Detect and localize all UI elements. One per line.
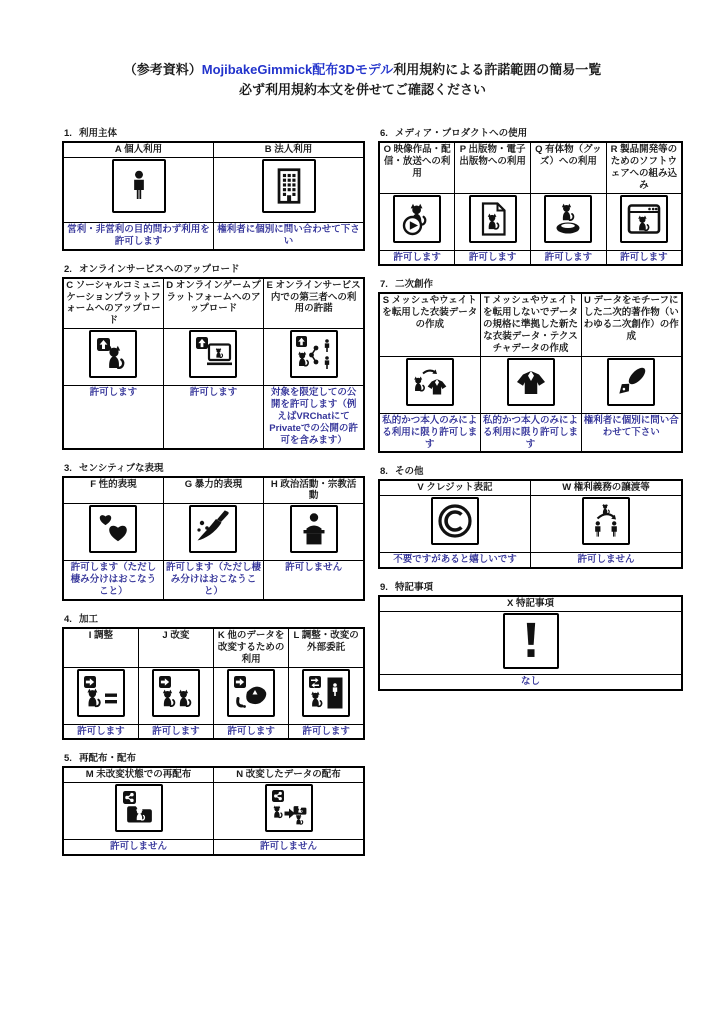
person-icon [112,159,166,213]
section-heading-3: 3. センシティブな表現 [64,462,164,474]
right-column [378,125,683,701]
title-suffix: 利用規約による許諾範囲の簡易一覧 [393,62,602,77]
item-result: 許可します [606,250,682,265]
title-block [0,60,725,100]
adjust-icon [77,669,125,717]
section-heading-2: 2. オンラインサービスへのアップロード [64,263,240,275]
knife-icon [189,505,237,553]
software-icon [620,195,668,243]
item-header: X 特記事項 [379,596,682,611]
table-media-product [378,141,683,266]
item-header: H 政治活動・宗教活動 [264,477,364,504]
item-result: 対象を限定しての公開を許可します（例えばVRChatにてPrivateでの公開の許可を含みます） [264,386,364,449]
redistribute-icon [115,784,163,832]
goods-icon [544,195,592,243]
table-redistribution [62,766,365,856]
item-result: 私的かつ本人のみによる利用に限り許可します [480,413,581,452]
item-header: L 調整・改変の外部委託 [289,628,364,667]
item-header: K 他のデータを改変するための利用 [214,628,289,667]
item-header: U データをモチーフにした二次的著作物（いわゆる二次創作）の作成 [581,293,682,356]
costume-new-icon [507,358,555,406]
item-result: 許可しません [214,840,365,855]
item-result: 権利者に個別に問い合わせて下さい [581,413,682,452]
modify-icon [152,669,200,717]
item-result: 権利者に個別に問い合わせて下さい [214,222,365,249]
item-header: S メッシュやウェイトを転用した衣装データの作成 [379,293,480,356]
item-header: D オンラインゲームプラットフォームへのアップロード [163,278,263,329]
item-result: 不要ですがあると嬉しいです [379,553,531,568]
section-heading-5: 5. 再配布・配布 [64,753,136,765]
section-heading-1: 1. 利用主体 [64,128,117,139]
item-header: E オンラインサービス内での第三者への利用の許諾 [264,278,364,329]
item-header: C ソーシャルコミュニケーションプラットフォームへのアップロード [63,278,163,329]
table-online-upload [62,277,365,450]
costume-reuse-icon [406,358,454,406]
section-heading-7: 7. 二次創作 [380,279,433,291]
game-upload-icon [189,330,237,378]
item-header: G 暴力的表現 [163,477,263,504]
table-special-notes [378,595,683,691]
item-result: 私的かつ本人のみによる利用に限り許可します [379,413,480,452]
item-header: N 改変したデータの配布 [214,767,365,782]
item-result: 許可します [289,724,364,739]
item-header: M 未改変状態での再配布 [63,767,214,782]
outsource-icon [302,669,350,717]
item-result: 許可します [455,250,531,265]
table-derivative [378,292,683,453]
item-header: O 映像作品・配信・放送への利用 [379,142,455,193]
section-heading-4: 4. 加工 [64,613,98,625]
left-column [62,125,365,866]
podium-icon [290,505,338,553]
item-header: B 法人利用 [214,142,365,157]
item-header: P 出版物・電子出版物への利用 [455,142,531,193]
item-header: Q 有体物（グッズ）への利用 [531,142,607,193]
section-heading-8: 8. その他 [380,466,424,478]
item-header: V クレジット表記 [379,480,531,495]
table-processing [62,627,365,741]
third-party-license-icon [290,330,338,378]
item-result: 許可します [531,250,607,265]
item-result: 許可します（ただし棲み分けはおこなうこと） [163,561,263,600]
item-result: 許可します [138,724,213,739]
publication-icon [469,195,517,243]
item-result: 許可しません [531,553,683,568]
page-subtitle: 必ず利用規約本文を併せてご確認ください [238,82,486,98]
item-header: T メッシュやウェイトを転用しないでデータの規格に準拠した新たな衣装データ・テクスチャデータの作成 [480,293,581,356]
exclamation-icon [503,613,559,669]
item-result: 許可します [379,250,455,265]
item-header: R 製品開発等のためのソフトウェアへの組み込み [606,142,682,193]
item-result: 営利・非営利の目的問わず利用を許可します [63,222,214,249]
title-brand: MojibakeGimmick配布3Dモデル [201,62,394,77]
item-header: I 調整 [63,628,138,667]
section-heading-9: 9. 特記事項 [380,582,433,594]
item-result: 許可します（ただし棲み分けはおこなうこと） [63,561,163,600]
item-result: 許可しません [264,561,364,600]
title-prefix: （参考資料） [123,62,202,77]
table-other [378,479,683,569]
item-header: W 権利義務の譲渡等 [531,480,683,495]
item-header: J 改変 [138,628,213,667]
item-result: なし [379,674,682,689]
video-icon [393,195,441,243]
item-result: 許可します [63,386,163,449]
building-icon [262,159,316,213]
page-title [0,60,725,80]
modify-other-data-icon [227,669,275,717]
social-upload-icon [89,330,137,378]
section-heading-6: 6. メディア・プロダクトへの使用 [380,128,528,139]
item-result: 許可します [163,386,263,449]
hearts-icon [89,505,137,553]
item-result: 許可しません [63,840,214,855]
rights-transfer-icon [582,497,630,545]
pen-icon [607,358,655,406]
table-sensitive [62,476,365,601]
item-result: 許可します [63,724,138,739]
item-result: 許可します [214,724,289,739]
item-header: F 性的表現 [63,477,163,504]
item-header: A 個人利用 [63,142,214,157]
copyright-icon [431,497,479,545]
distribute-modified-icon [265,784,313,832]
table-usage-subject [62,141,365,251]
